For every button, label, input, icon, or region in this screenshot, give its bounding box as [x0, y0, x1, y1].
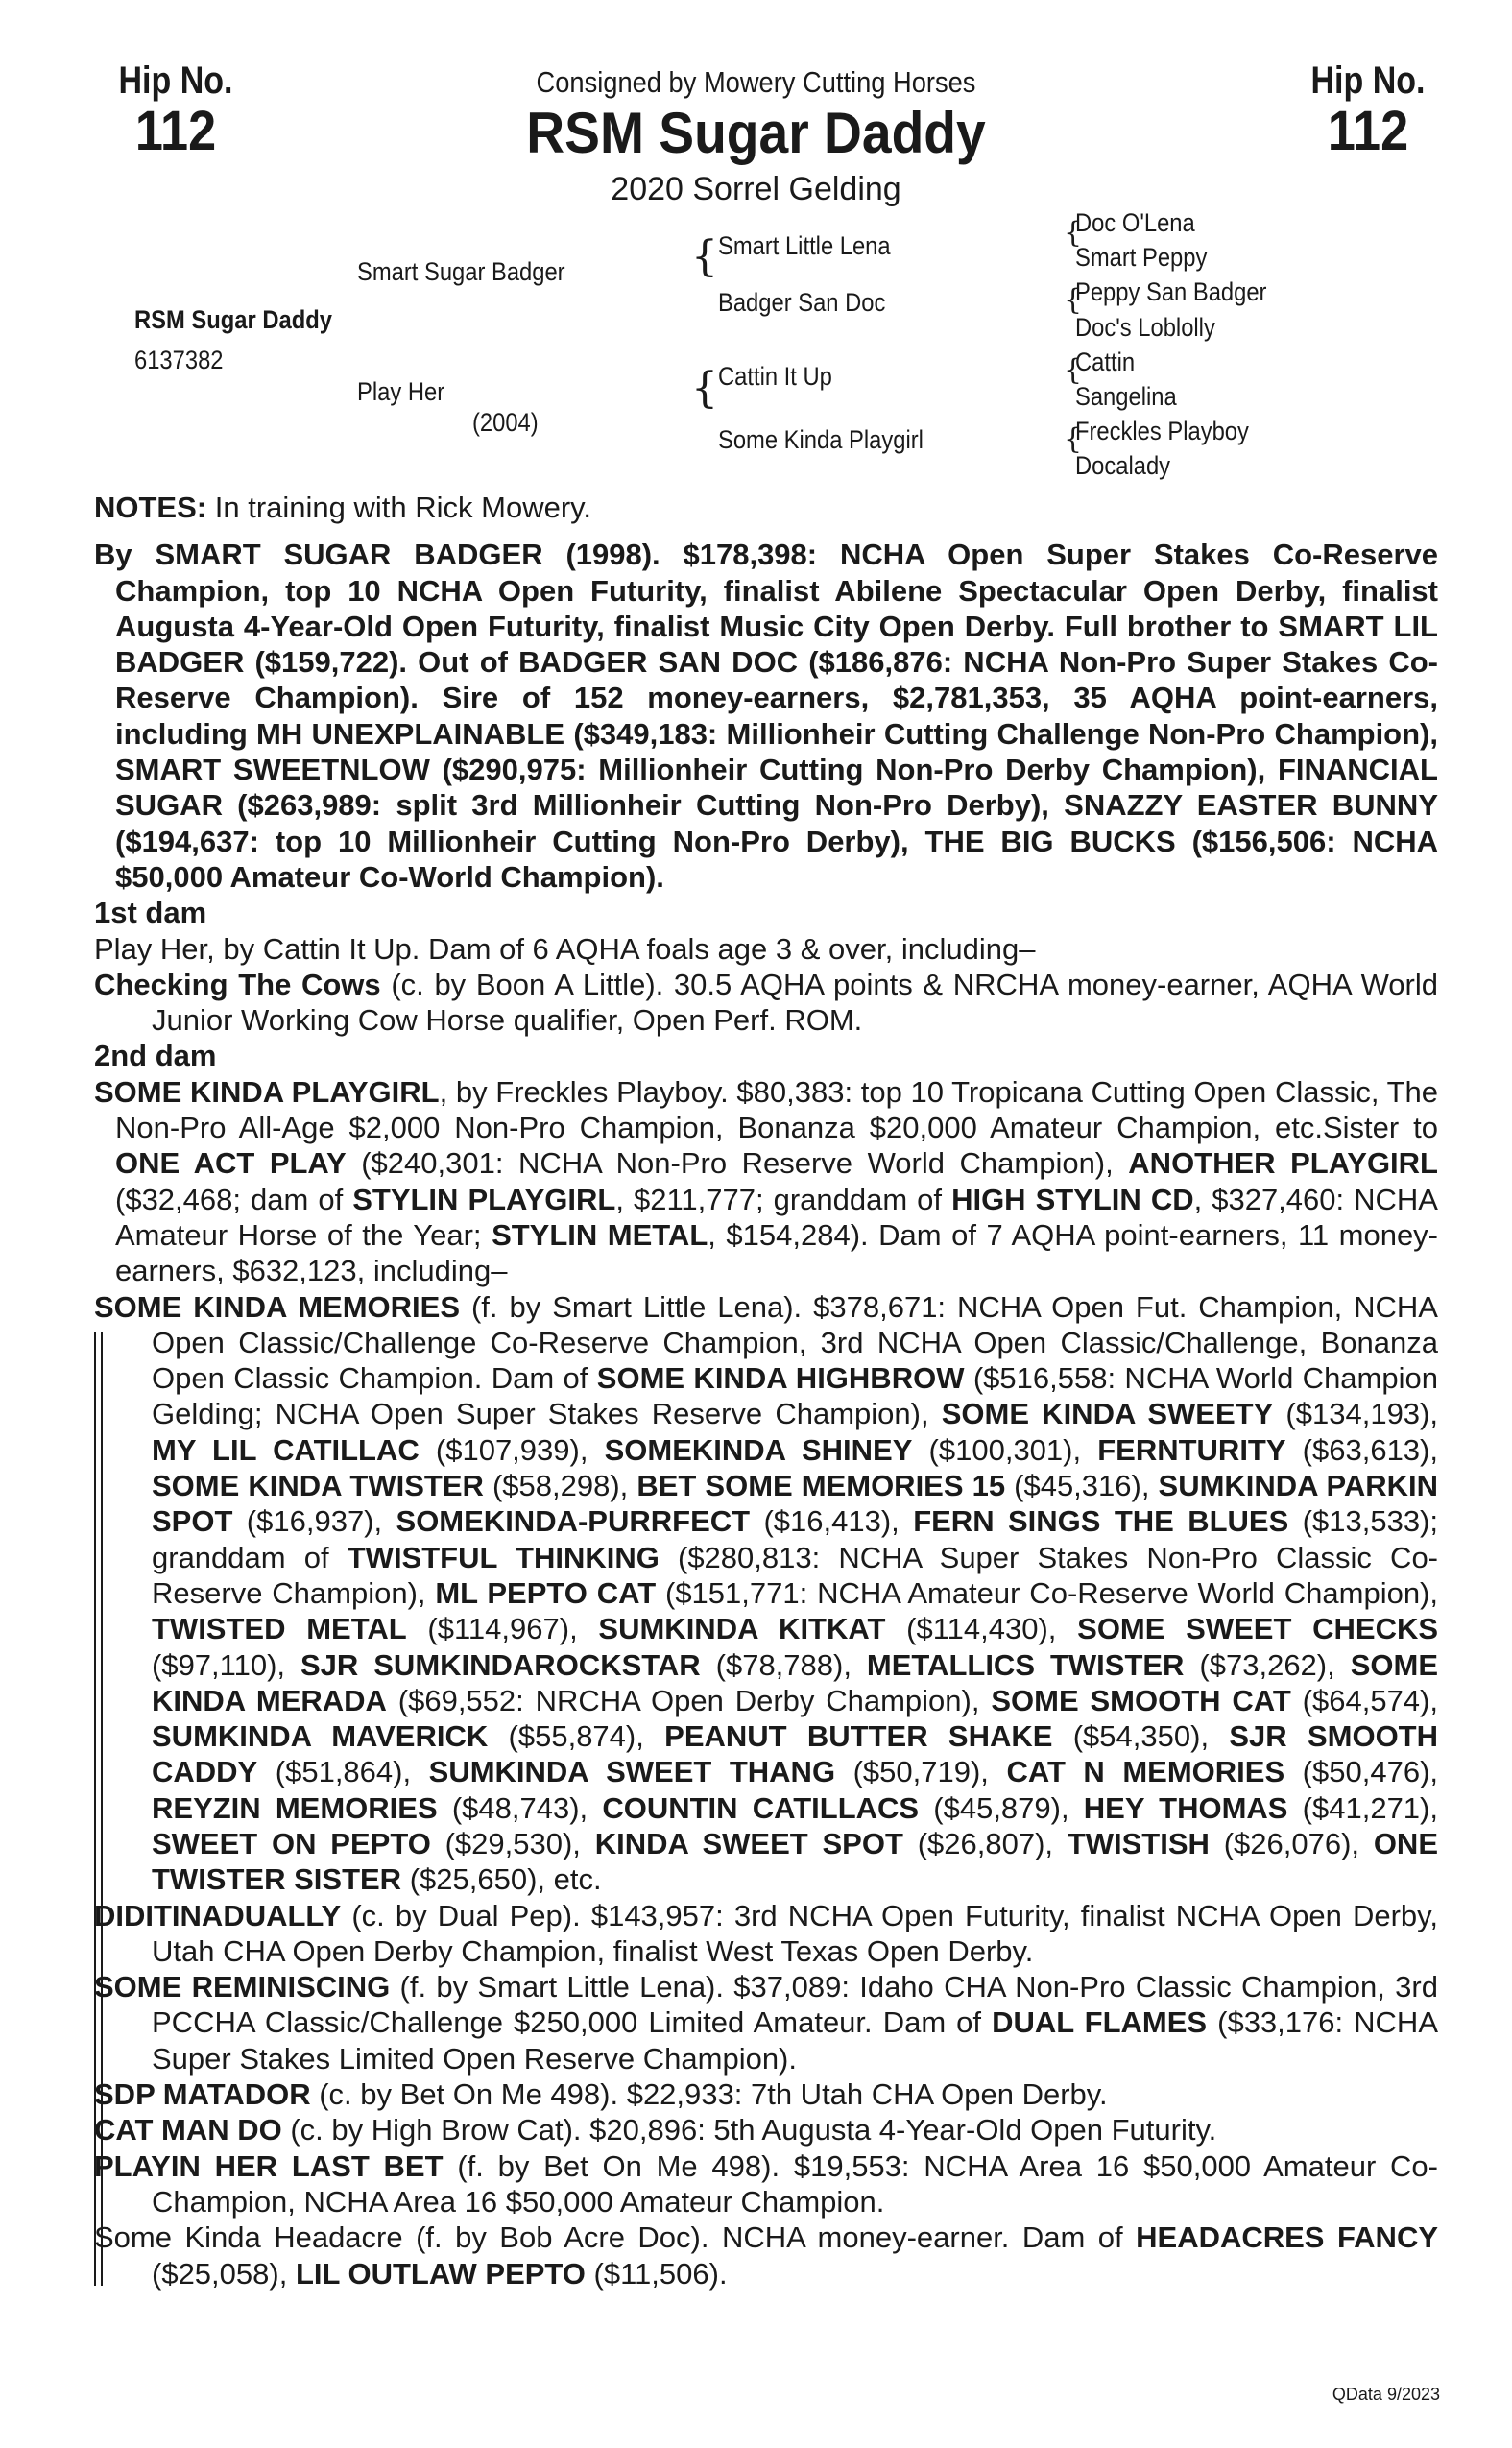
- text-run: ($69,552: NRCHA Open Derby Champion),: [386, 1683, 992, 1717]
- text-run: (f. by Bet On Me 498). $19,553: NCHA Area 16 $50,000 Amateur Co-Champion, NCHA Area 16 $50,000 Amateur Champion.: [152, 2148, 1438, 2219]
- pedigree-sire-sire: Smart Little Lena: [718, 231, 891, 260]
- text-run: (f. by Smart Little Lena). $37,089: Idaho CHA Non-Pro Classic Champion, 3rd PCCHA Classic/Challenge $250,000 Limited Amateur. Dam of: [152, 1970, 1438, 2040]
- pedigree-g6: Sangelina: [1075, 382, 1177, 411]
- produce-name: PLAYIN HER LAST BET: [94, 2148, 444, 2183]
- text-run: Some Kinda Headacre (f. by Bob Acre Doc). NCHA money-earner. Dam of: [94, 2220, 1137, 2255]
- text-run: ($50,719),: [835, 1755, 1007, 1789]
- horse-description: 2020 Sorrel Gelding: [611, 171, 901, 207]
- produce-name: Checking The Cows: [94, 967, 381, 1001]
- text-run: ($51,864),: [257, 1755, 429, 1789]
- descendant-bar: [94, 2011, 103, 2071]
- descendant-name: BET SOME MEMORIES 15: [636, 1469, 1006, 1503]
- text-run: ($64,574),: [1290, 1683, 1438, 1717]
- text-run: ($26,807),: [902, 1826, 1068, 1860]
- pedigree-dam: Play Her: [357, 377, 445, 406]
- pedigree-g1: Doc O'Lena: [1075, 208, 1195, 237]
- descendant-name: PEANUT BUTTER SHAKE: [664, 1719, 1053, 1754]
- descendant-name: DUAL FLAMES: [992, 2005, 1208, 2040]
- produce-name: DIDITINADUALLY: [94, 1898, 342, 1932]
- text-run: ($97,110),: [152, 1647, 300, 1682]
- text-run: ($50,476),: [1284, 1755, 1438, 1789]
- descendant-name: TWISTED METAL: [152, 1612, 407, 1646]
- descendant-name: CAT N MEMORIES: [1006, 1755, 1285, 1789]
- pedigree-g3: Peppy San Badger: [1075, 277, 1267, 306]
- text-run: , $327,460: NCHA Amateur Horse of the Year;: [115, 1182, 1438, 1252]
- text-run: ($134,193),: [1273, 1397, 1438, 1431]
- text-run: (c. by High Brow Cat). $20,896: 5th Augusta 4-Year-Old Open Futurity.: [281, 2113, 1217, 2148]
- hip-label: Hip No.: [1310, 60, 1426, 102]
- descendant-name: FERN SINGS THE BLUES: [913, 1504, 1289, 1539]
- descendant-name: SJR SMOOTH CADDY: [152, 1719, 1439, 1789]
- sibling-name: ONE ACT PLAY: [115, 1146, 347, 1181]
- produce-sdp-matador: [94, 2076, 1438, 2112]
- descendant-name: SOMEKINDA SHINEY: [604, 1432, 913, 1467]
- text-run: ($45,316),: [1005, 1469, 1159, 1503]
- hip-number: 112: [134, 100, 217, 162]
- descendant-name: LIL OUTLAW PEPTO: [295, 2256, 586, 2291]
- text-run: (c. by Bet On Me 498). $22,933: 7th Utah CHA Open Derby.: [310, 2077, 1108, 2112]
- sibling-grandproduce-name: STYLIN METAL: [492, 1217, 708, 1252]
- produce-name: SDP MATADOR: [94, 2077, 311, 2112]
- descendant-name: SOME KINDA HIGHBROW: [596, 1361, 965, 1396]
- descendant-name: SOMEKINDA-PURRFECT: [396, 1504, 751, 1539]
- consignor-line: Consigned by Mowery Cutting Horses: [536, 65, 976, 99]
- pedigree-g5: Cattin: [1075, 348, 1136, 376]
- text-run: ($114,967),: [406, 1612, 599, 1646]
- pedigree-subject-name: RSM Sugar Daddy: [134, 305, 332, 334]
- text-run: ($29,530),: [430, 1826, 595, 1860]
- descendant-name: SOME SWEET CHECKS: [1077, 1612, 1439, 1646]
- text-run: (c. by Dual Pep). $143,957: 3rd NCHA Open Futurity, finalist NCHA Open Derby, Utah CHA Open Derby Champion, finalist West Texas Open Derby.: [152, 1898, 1438, 1968]
- produce-some-reminiscing: [94, 1969, 1438, 2076]
- text-run: ($107,939),: [419, 1432, 605, 1467]
- descendant-bar: [94, 1940, 103, 1965]
- text-run: ($41,271),: [1287, 1790, 1438, 1825]
- sibling-grandproduce-name: HIGH STYLIN CD: [951, 1182, 1194, 1216]
- text-run: ($73,262),: [1184, 1647, 1351, 1682]
- descendant-name: TWISTISH: [1067, 1826, 1210, 1860]
- text-run: ($114,430),: [885, 1612, 1078, 1646]
- second-dam-name: SOME KINDA PLAYGIRL: [94, 1074, 440, 1109]
- text-run: ($25,058),: [152, 2256, 296, 2291]
- text-run: ($63,613),: [1285, 1432, 1438, 1467]
- produce-some-kinda-memories: [94, 1289, 1438, 1898]
- descendant-name: KINDA SWEET SPOT: [594, 1826, 903, 1860]
- descendant-name: SUMKINDA PARKIN SPOT: [152, 1469, 1439, 1539]
- hip-label: Hip No.: [118, 60, 233, 102]
- descendant-name: TWISTFUL THINKING: [347, 1540, 660, 1574]
- descendant-name: ONE TWISTER SISTER: [152, 1826, 1438, 1897]
- second-dam-heading: 2nd dam: [94, 1039, 217, 1073]
- produce-playin-her-last-bet: [94, 2148, 1438, 2220]
- text-run: ($32,468; dam of: [115, 1182, 353, 1216]
- sire-paragraph: By SMART SUGAR BADGER (1998). $178,398: NCHA Open Super Stakes Co-Reserve Champion, top 10 NCHA Open Futurity, finalist Abilene Spectacular Open Derby, finalist Augusta 4-Year-Old Open Futurity, finalist Music City Open Derby. Full brother to SMART LIL BADGER ($159,722). Out of BADGER SAN DOC ($186,876: NCHA Non-Pro Super Stakes Co-Reserve Champion). Sire of 152 money-earners, $2,781,353, 35 AQHA point-earners, including MH UNEXPLAINABLE ($349,183: Millionheir Cutting Challenge Non-Pro Champion), SMART SWEETNLOW ($290,975: Millionheir Cutting Non-Pro Derby Champion), FINANCIAL SUGAR ($263,989: split 3rd Millionheir Cutting Non-Pro Derby), SNAZZY EASTER BUNNY ($194,637: top 10 Millionheir Cutting Non-Pro Derby), THE BIG BUCKS ($156,506: NCHA $50,000 Amateur Co-World Champion).: [94, 538, 1438, 894]
- descendant-name: SWEET ON PEPTO: [152, 1826, 431, 1860]
- produce-cat-man-do: [94, 2112, 1438, 2148]
- descendant-bar: [94, 1332, 103, 2286]
- sibling-produce-name: STYLIN PLAYGIRL: [352, 1182, 616, 1216]
- pedigree-g2: Smart Peppy: [1075, 243, 1208, 272]
- first-dam-intro: Play Her, by Cattin It Up. Dam of 6 AQHA foals age 3 & over, including–: [94, 931, 1036, 966]
- text-run: ($100,301),: [912, 1432, 1098, 1467]
- text-run: ($16,937),: [232, 1504, 396, 1539]
- produce-diditinadually: [94, 1898, 1438, 1970]
- text-run: ($54,350),: [1052, 1719, 1230, 1754]
- hip-number-right: [1277, 60, 1459, 163]
- text-run: (f. by Smart Little Lena). $378,671: NCHA Open Fut. Champion, NCHA Open Classic/Challenge Co-Reserve Champion, 3rd NCHA Open Classic/Challenge, Bonanza Open Classic Champion. Dam of: [152, 1289, 1438, 1396]
- text-run: ($13,533); granddam of: [152, 1504, 1438, 1574]
- hip-number-left: [84, 60, 267, 163]
- descendant-name: SOME KINDA SWEETY: [941, 1397, 1274, 1431]
- text-run: , $211,777; granddam of: [615, 1182, 952, 1216]
- descendant-name: SUMKINDA SWEET THANG: [428, 1755, 836, 1789]
- brace-g1: {: [1064, 216, 1083, 250]
- pedigree-dam-dam: Some Kinda Playgirl: [718, 425, 924, 454]
- text-run: , $154,284). Dam of 7 AQHA point-earners, 11 money-earners, $632,123, including–: [115, 1217, 1439, 1288]
- brace-g7: {: [1064, 422, 1083, 456]
- text-run: ($55,874),: [488, 1719, 665, 1754]
- produce-some-kinda-headacre: [94, 2220, 1438, 2292]
- pedigree-dam-sire: Cattin It Up: [718, 362, 832, 391]
- first-dam-produce: [94, 967, 1438, 1039]
- descendant-name: COUNTIN CATILLACS: [602, 1790, 920, 1825]
- text-run: , by Freckles Playboy. $80,383: top 10 Tropicana Cutting Open Classic, The Non-Pro All-Age $2,000 Non-Pro Champion, Bonanza $20,000 Amateur Champion, etc.Sister to: [115, 1074, 1439, 1145]
- descendant-name: MY LIL CATILLAC: [152, 1432, 420, 1467]
- first-dam-heading: 1st dam: [94, 896, 207, 930]
- text-run: ($151,771: NCHA Amateur Co-Reserve World Champion),: [656, 1575, 1438, 1610]
- descendant-name: FERNTURITY: [1097, 1432, 1286, 1467]
- pedigree-g7: Freckles Playboy: [1075, 417, 1249, 445]
- pedigree-sire: Smart Sugar Badger: [357, 257, 565, 286]
- descendant-name: SOME KINDA MERADA: [152, 1647, 1438, 1717]
- text-run: ($33,176: NCHA Super Stakes Limited Open Reserve Champion).: [152, 2005, 1438, 2076]
- notes-text: In training with Rick Mowery.: [214, 491, 591, 524]
- descendant-name: ML PEPTO CAT: [435, 1575, 657, 1610]
- text-run: ($26,076),: [1209, 1826, 1374, 1860]
- descendant-name: SOME KINDA TWISTER: [152, 1469, 484, 1503]
- brace-sire: {: [691, 232, 718, 281]
- horse-title: RSM Sugar Daddy: [526, 101, 986, 165]
- produce-text: (c. by Boon A Little). 30.5 AQHA points & NRCHA money-earner, AQHA World Junior Working Cow Horse qualifier, Open Perf. ROM.: [152, 967, 1439, 1038]
- descendant-bar: [94, 2191, 103, 2216]
- notes-line: [94, 490, 1438, 525]
- descendant-name: SUMKINDA KITKAT: [598, 1612, 886, 1646]
- text-run: ($58,298),: [483, 1469, 637, 1503]
- hip-number: 112: [1327, 100, 1409, 162]
- produce-name: SOME KINDA MEMORIES: [94, 1289, 461, 1324]
- descendant-name: SOME SMOOTH CAT: [991, 1683, 1291, 1717]
- text-run: ($516,558: NCHA World Champion Gelding; NCHA Open Super Stakes Reserve Champion),: [152, 1361, 1438, 1431]
- text-run: ($45,879),: [919, 1790, 1084, 1825]
- produce-name: CAT MAN DO: [94, 2113, 282, 2148]
- text-run: ($25,650), etc.: [401, 1862, 602, 1897]
- sibling-name: ANOTHER PLAYGIRL: [1128, 1146, 1438, 1181]
- text-run: ($16,413),: [750, 1504, 914, 1539]
- descendant-name: HEADACRES FANCY: [1136, 2220, 1439, 2255]
- descendant-name: SUMKINDA MAVERICK: [152, 1719, 489, 1754]
- pedigree-g8: Docalady: [1075, 451, 1171, 480]
- pedigree-sire-dam: Badger San Doc: [718, 288, 886, 317]
- text-run: ($78,788),: [700, 1647, 867, 1682]
- catalog-body: [94, 490, 1438, 2292]
- descendant-name: REYZIN MEMORIES: [152, 1790, 438, 1825]
- descendant-name: METALLICS TWISTER: [866, 1647, 1185, 1682]
- text-run: ($280,813: NCHA Super Stakes Non-Pro Classic Co-Reserve Champion),: [152, 1540, 1439, 1610]
- pedigree-subject-reg: 6137382: [134, 346, 224, 374]
- brace-g3: {: [1064, 283, 1083, 317]
- descendant-name: SJR SUMKINDAROCKSTAR: [300, 1647, 701, 1682]
- brace-dam: {: [691, 364, 718, 413]
- text-run: ($11,506).: [585, 2256, 728, 2291]
- produce-name: SOME REMINISCING: [94, 1970, 391, 2004]
- notes-label: NOTES:: [94, 491, 207, 524]
- text-run: ($240,301: NCHA Non-Pro Reserve World Champion),: [346, 1146, 1129, 1181]
- descendant-name: HEY THOMAS: [1083, 1790, 1288, 1825]
- brace-g5: {: [1064, 353, 1083, 387]
- qdata-footer: QData 9/2023: [1332, 2385, 1440, 2404]
- second-dam-paragraph: [94, 1074, 1438, 1289]
- pedigree-g4: Doc's Loblolly: [1075, 313, 1215, 342]
- text-run: ($48,743),: [437, 1790, 603, 1825]
- pedigree-dam-year: (2004): [472, 408, 539, 437]
